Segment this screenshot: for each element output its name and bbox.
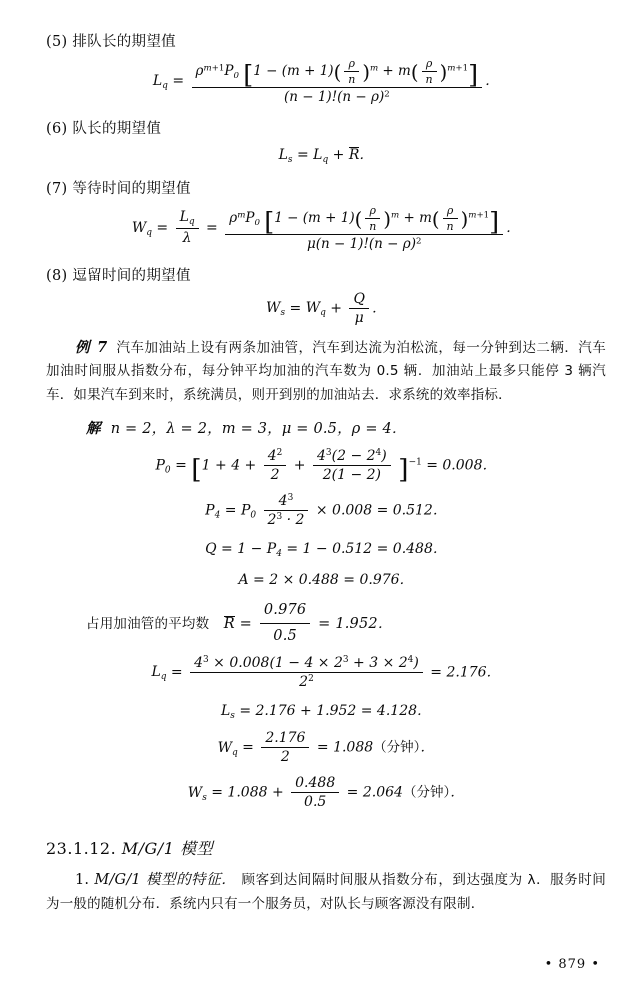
example-body: 汽车加油站上设有两条加油管，汽车到达流为泊松流，每一分钟到达二辆．汽车加油时间服从指数分布，每分钟平均加油的汽车数为 0.5 辆．加油站上最多只能停 3 辆汽车．如果汽车到来时，系统满员，则开到别的加油站去．求系统的效率指标． xyxy=(46,339,607,403)
formula-ls: $L_s = L_q + R$． xyxy=(278,147,374,165)
example-label: 例 7 xyxy=(75,338,109,356)
formula-q: $Q = 1 - P_4 = 1 - 0.512 = 0.488$． xyxy=(205,540,447,559)
item-8-label: (8) 逗留时间的期望值 xyxy=(46,267,191,284)
mean-label: 占用加油管的平均数 xyxy=(86,615,210,632)
mean-line: 占用加油管的平均数 R = $\frac{0.976}{0.5}$ = 1.952． xyxy=(86,599,606,649)
section-item-number: 1. xyxy=(75,872,90,889)
formula-ws: $W_s = W_q$ + $\frac{Q}{\mu}$ ． xyxy=(266,290,386,326)
section-title-text: M/G/1 模型 xyxy=(121,839,213,859)
section-item-title: M/G/1 模型的特征． xyxy=(94,872,237,889)
solution-given-values: n = 2，λ = 2，m = 3，μ = 0.5，ρ = 4． xyxy=(110,421,407,438)
example-paragraph xyxy=(46,336,606,407)
formula-wq-result: $W_q$ = $\frac{2.176}{2}$ = 1.088（分钟）． xyxy=(217,730,435,766)
formula-lq-result: $L_q$ = $\frac{4^3 \times 0.008(1 - 4 \times 2^3 + 3 \times 2^4)}{2^2}$ = 2.176． xyxy=(151,654,501,690)
item-6-label: (6) 队长的期望值 xyxy=(46,121,162,137)
formula-ws-result: $W_s = 1.088$ + $\frac{0.488}{0.5}$ = 2.064（分钟）． xyxy=(187,775,465,811)
solution-given xyxy=(86,417,606,441)
item-heading-6 xyxy=(46,117,606,138)
formula-ls-result: $L_s = 2.176 + 1.952 = 4.128$． xyxy=(220,702,432,721)
item-heading-8 xyxy=(46,264,606,285)
solution-label: 解 xyxy=(86,420,101,438)
item-heading-5 xyxy=(46,30,606,51)
formula-a: A = 2 × 0.488 = 0.976． xyxy=(238,571,414,588)
section-paragraph-text: 顾客到达间隔时间服从指数分布，到达强度为 λ．服务时间为一般的随机分布．系统内只有一个服务员，对队长与顾客源没有限制． xyxy=(46,872,606,912)
section-heading xyxy=(46,836,606,859)
item-heading-7 xyxy=(46,177,606,198)
item-7-label: (7) 等待时间的期望值 xyxy=(46,180,191,197)
formula-p0: $P_0 = [1 + 4$ + $\frac{4^2}{2}$ + $\frac{4^3(2 - 2^4)}{2(1 - 2)}$ ]$^{-1}$ = 0.008． xyxy=(155,447,497,485)
section-paragraph xyxy=(46,869,606,916)
page-number: • 879 • xyxy=(544,957,600,972)
formula-wq: $W_q$ = $\frac{L_q}{\lambda}$ = $\rho^mP_0$ [1 − (m + 1)( $\frac{\rho}{n}$ )$^m$ + m( $\frac{\rho}{n}$ )$^{m+1}$] $\mu(n - 1)!(n - \rho)^2$ ． xyxy=(131,203,521,252)
item-5-label: (5) 排队长的期望值 xyxy=(46,34,176,50)
formula-p4: $P_4 = P_0$ $\frac{4^3}{2^3 \cdot 2}$ × 0.008 = 0.512． xyxy=(205,492,447,528)
formula-lq: $L_q$ = $\rho^{m+1}P_0$ [1 − (m + 1)( $\frac{\rho}{n}$ )$^m$ + m( $\frac{\rho}{n}$ )$^{m+1}$] $(n - 1)!(n - \rho)^2$ ． xyxy=(152,57,500,105)
section-number: 23.1.12. xyxy=(46,839,117,859)
